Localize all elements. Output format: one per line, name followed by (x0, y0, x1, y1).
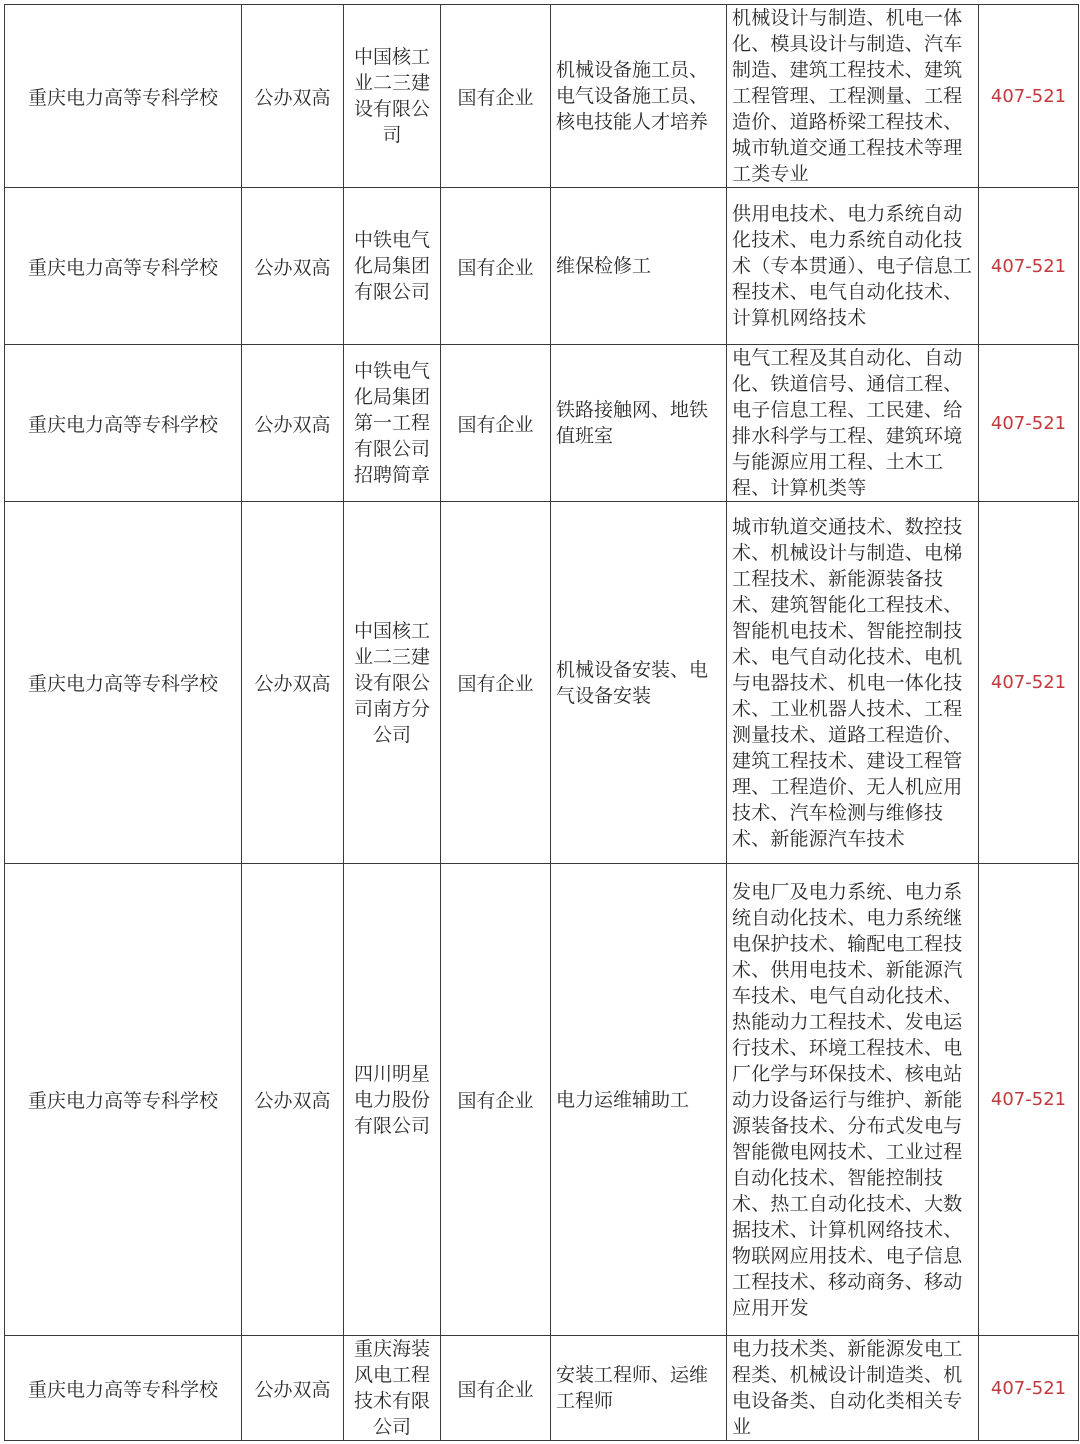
majors-cell: 城市轨道交通技术、数控技术、机械设计与制造、电梯工程技术、新能源装备技术、建筑智能化工程技术、智能机电技术、智能控制技术、电气自动化技术、电机与电器技术、机电一体化技术、工业机器人技术、工程测量技术、道路工程造价、建筑工程技术、建设工程管理、工程造价、无人机应用技术、汽车检测与维修技术、新能源汽车技术 (727, 502, 979, 864)
position-cell: 维保检修工 (551, 188, 727, 345)
nature-cell: 国有企业 (441, 345, 551, 502)
school-cell: 重庆电力高等专科学校 (5, 5, 242, 188)
majors-cell: 发电厂及电力系统、电力系统自动化技术、电力系统继电保护技术、输配电工程技术、供用电技术、新能源汽车技术、电气自动化技术、热能动力工程技术、发电运行技术、环境工程技术、电厂化学与环保技术、核电站动力设备运行与维护、新能源装备技术、分布式发电与智能微电网技术、工业过程自动化技术、智能控制技术、热工自动化技术、大数据技术、计算机网络技术、物联网应用技术、电子信息工程技术、移动商务、移动应用开发 (727, 864, 979, 1336)
salary-cell: 407-521 (979, 345, 1079, 502)
position-cell: 安装工程师、运维工程师 (551, 1336, 727, 1441)
school-type-cell: 公办双高 (242, 5, 344, 188)
school-cell: 重庆电力高等专科学校 (5, 1336, 242, 1441)
table-row (5, 5, 1079, 188)
company-cell: 中铁电气化局集团第一工程有限公司招聘简章 (344, 345, 441, 502)
school-cell: 重庆电力高等专科学校 (5, 188, 242, 345)
school-type-cell: 公办双高 (242, 188, 344, 345)
company-cell: 重庆海装风电工程技术有限公司 (344, 1336, 441, 1441)
school-cell: 重庆电力高等专科学校 (5, 345, 242, 502)
salary-cell: 407-521 (979, 1336, 1079, 1441)
position-cell: 电力运维辅助工 (551, 864, 727, 1336)
company-cell: 中铁电气化局集团有限公司 (344, 188, 441, 345)
nature-cell: 国有企业 (441, 502, 551, 864)
school-type-cell: 公办双高 (242, 345, 344, 502)
positions-table (4, 4, 1079, 1441)
position-cell: 机械设备施工员、电气设备施工员、核电技能人才培养 (551, 5, 727, 188)
company-cell: 四川明星电力股份有限公司 (344, 864, 441, 1336)
table-row (5, 1336, 1079, 1441)
school-type-cell: 公办双高 (242, 864, 344, 1336)
nature-cell: 国有企业 (441, 864, 551, 1336)
company-cell: 中国核工业二三建设有限公司 (344, 5, 441, 188)
majors-cell: 机械设计与制造、机电一体化、模具设计与制造、汽车制造、建筑工程技术、建筑工程管理、工程测量、工程造价、道路桥梁工程技术、城市轨道交通工程技术等理工类专业 (727, 5, 979, 188)
school-cell: 重庆电力高等专科学校 (5, 864, 242, 1336)
school-cell: 重庆电力高等专科学校 (5, 502, 242, 864)
position-cell: 机械设备安装、电气设备安装 (551, 502, 727, 864)
majors-cell: 供用电技术、电力系统自动化技术、电力系统自动化技术（专本贯通）、电子信息工程技术、电气自动化技术、计算机网络技术 (727, 188, 979, 345)
nature-cell: 国有企业 (441, 5, 551, 188)
nature-cell: 国有企业 (441, 1336, 551, 1441)
table-row (5, 345, 1079, 502)
salary-cell: 407-521 (979, 864, 1079, 1336)
nature-cell: 国有企业 (441, 188, 551, 345)
school-type-cell: 公办双高 (242, 1336, 344, 1441)
salary-cell: 407-521 (979, 502, 1079, 864)
majors-cell: 电气工程及其自动化、自动化、铁道信号、通信工程、电子信息工程、工民建、给排水科学与工程、建筑环境与能源应用工程、土木工程、计算机类等 (727, 345, 979, 502)
table-row (5, 502, 1079, 864)
table-row (5, 188, 1079, 345)
table-row (5, 864, 1079, 1336)
company-cell: 中国核工业二三建设有限公司南方分公司 (344, 502, 441, 864)
majors-cell: 电力技术类、新能源发电工程类、机械设计制造类、机电设备类、自动化类相关专业 (727, 1336, 979, 1441)
salary-cell: 407-521 (979, 5, 1079, 188)
salary-cell: 407-521 (979, 188, 1079, 345)
school-type-cell: 公办双高 (242, 502, 344, 864)
position-cell: 铁路接触网、地铁值班室 (551, 345, 727, 502)
